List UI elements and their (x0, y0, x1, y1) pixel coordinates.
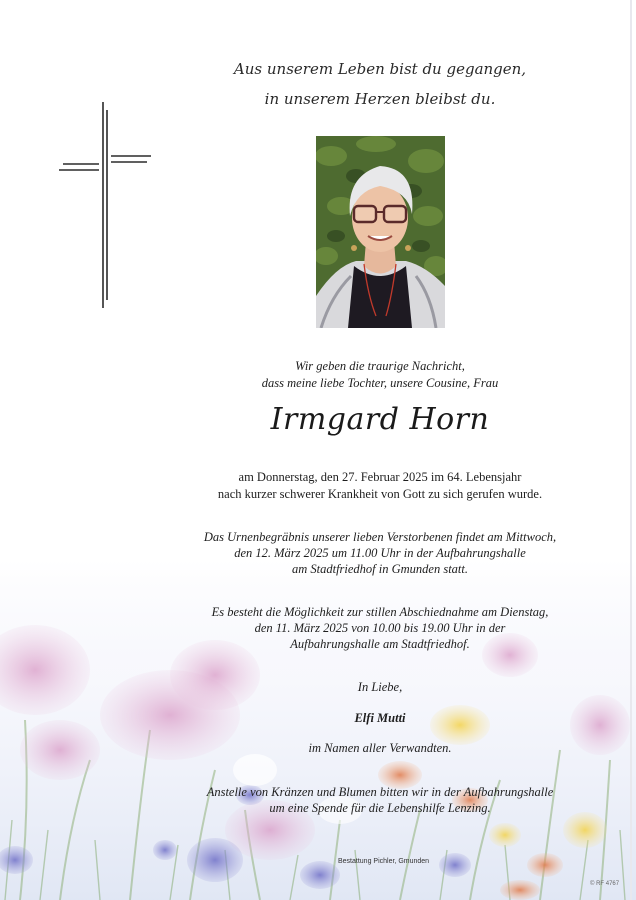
portrait-photo (316, 136, 445, 328)
donation-line-1: Anstelle von Kränzen und Blumen bitten wir in der Aufbahrungshalle (206, 785, 554, 799)
verse-line-2: in unserem Herzen bleibst du. (264, 90, 496, 108)
donation-line-2: um eine Spende für die Lebenshilfe Lenzing. (269, 801, 491, 815)
closing-relatives: im Namen aller Verwandten. (308, 741, 452, 755)
burial-line-1: Das Urnenbegräbnis unserer lieben Verstorbenen findet am Mittwoch, (203, 530, 557, 544)
death-line-1: am Donnerstag, den 27. Februar 2025 im 64. Lebensjahr (238, 470, 522, 484)
intro-line-2: dass meine liebe Tochter, unsere Cousine, Frau (261, 376, 499, 390)
burial-line-3: am Stadtfriedhof in Gmunden statt. (291, 562, 469, 576)
page-edge (630, 0, 632, 900)
closing-in-love: In Liebe, (357, 680, 403, 694)
farewell-line-3: Aufbahrungshalle am Stadtfriedhof. (290, 637, 470, 651)
cross-icon (55, 100, 155, 312)
farewell-line-2: den 11. März 2025 von 10.00 bis 19.00 Uhr in der (254, 621, 506, 635)
burial-line-2: den 12. März 2025 um 11.00 Uhr in der Aufbahrungshalle (234, 546, 526, 560)
form-code: © RF 4767 (590, 881, 620, 887)
verse-line-1: Aus unserem Leben bist du gegangen, (233, 60, 527, 78)
death-line-2: nach kurzer schwerer Krankheit von Gott zu sich gerufen wurde. (217, 487, 543, 501)
farewell-line-1: Es besteht die Möglichkeit zur stillen Abschiednahme am Dienstag, (211, 605, 549, 619)
intro-line-1: Wir geben die traurige Nachricht, (295, 359, 465, 373)
closing-signer: Elfi Mutti (354, 711, 406, 725)
deceased-name: Irmgard Horn (270, 402, 490, 437)
undertaker-credit: Bestattung Pichler, Gmunden (338, 858, 430, 865)
